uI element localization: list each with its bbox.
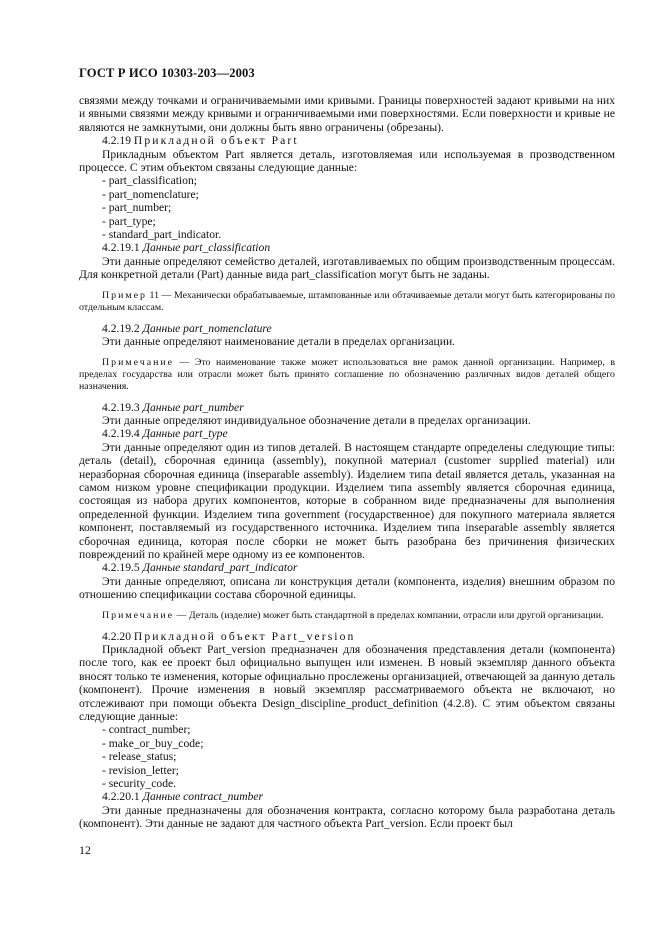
note-label: Примечание <box>102 609 175 621</box>
page-number: 12 <box>79 843 91 857</box>
section-number: 4.2.20 <box>102 629 131 643</box>
paragraph: Эти данные определяют индивидуальное обозначение детали в пределах организации. <box>102 413 531 427</box>
section-heading-4-2-19 <box>79 134 615 147</box>
list-item: - make_or_buy_code; <box>102 736 204 750</box>
section-title: Данные contract_number <box>142 790 264 804</box>
note-text: 11 — Механически обрабатываемые, штампованные или обтачиваемые детали могут быть категорированы по отдельным классам. <box>79 289 616 313</box>
section-title: Данные part_type <box>142 427 228 441</box>
paragraph: Эти данные определяют наименование детали в пределах организации. <box>102 335 456 349</box>
remark-note <box>79 610 615 622</box>
paragraph: Эти данные определяют, описана ли конструкция детали (компонента, изделия) внешним образом по отношению спецификации состава сборочной единицы. <box>79 574 615 602</box>
document-body <box>79 94 615 831</box>
section-number: 4.2.20.1 <box>102 790 140 804</box>
section-title: Данные part_nomenclature <box>142 321 272 335</box>
example-note <box>79 290 615 314</box>
list-item: - revision_letter; <box>102 763 179 777</box>
section-title: Данные part_classification <box>142 241 271 255</box>
note-label: Пример <box>102 289 147 301</box>
section-heading-4-2-20 <box>79 630 615 643</box>
paragraph: Эти данные определяют семейство деталей, изготавливаемых по общим производственным процессам. Для конкретной детали (Part) данные вида part_classification могут быть не заданы. <box>79 254 615 282</box>
list-item: - standard_part_indicator. <box>102 228 222 242</box>
section-number: 4.2.19.2 <box>102 321 140 335</box>
section-heading-4-2-20-1 <box>79 790 615 803</box>
section-number: 4.2.19.4 <box>102 427 140 441</box>
remark-note <box>79 357 615 393</box>
note-text: — Деталь (изделие) может быть стандартной в пределах компании, отрасли или другой организации. <box>176 609 604 621</box>
section-number: 4.2.19.3 <box>102 400 140 414</box>
section-number: 4.2.19.1 <box>102 241 140 255</box>
note-label: Примечание <box>102 356 175 368</box>
section-title: Данные part_number <box>142 400 244 414</box>
section-heading-4-2-19-5 <box>79 561 615 574</box>
paragraph: Прикладной объект Part_version предназначен для обозначения представления детали (компонента) после того, как ее проект был официально выпущен или изменен. В новый экземпляр данного объекта вносят только те изменения, которые официально прослежены организацией, отвечающей за данную деталь (компонент). Прочие изменения в новый экземпляр рассматриваемого объекта не включают, но отслеживают при помощи объекта Design_discipline_product_definition (4.2.8). С этим объектом связаны следующие данные: <box>79 643 615 724</box>
section-title: Прикладной объект Part <box>133 134 299 148</box>
section-heading-4-2-19-2 <box>79 322 615 335</box>
section-heading-4-2-19-1 <box>79 241 615 254</box>
paragraph: Эти данные предназначены для обозначения контракта, согласно которому была разработана деталь (компонент). Эти данные не задают для частного объекта Part_version. Если проект был <box>79 803 615 831</box>
list-item: - contract_number; <box>102 723 191 737</box>
section-number: 4.2.19 <box>102 134 131 148</box>
list-item: - part_nomenclature; <box>102 187 199 201</box>
list-item: - part_type; <box>102 214 156 228</box>
section-heading-4-2-19-4 <box>79 427 615 440</box>
section-heading-4-2-19-3 <box>79 401 615 414</box>
section-title: Прикладной объект Part_version <box>133 629 356 643</box>
document-header: ГОСТ Р ИСО 10303-203—2003 <box>79 66 255 80</box>
paragraph: Прикладным объектом Part является деталь, изготовляемая или используемая в прозводственном процессе. С этим объектом связаны следующие данные: <box>79 147 615 175</box>
paragraph: Эти данные определяют один из типов деталей. В настоящем стандарте определены следующие типы: деталь (detail), сборочная единица (assembly), покупной материал (customer supplied material) или неразборная сборочная единица (inseparable assembly). Изделием типа detail является деталь, указанная на самом низком уровне спецификации продукции. Изделием типа assembly является сборочная единица, состоящая из набора других компонентов, которые в собранном виде предназначены для выполнения определенной функции. Изделием типа government (государственное) для покупного материала является компонент, поставляемый из государственного источника. Изделием типа inseparable assembly является сборочная единица, которая после сборки не может быть разобрана без причинения физических повреждений по крайней мере одному из ее компонентов. <box>79 440 615 561</box>
list-item: - part_number; <box>102 201 172 215</box>
section-title: Данные standard_part_indicator <box>142 561 298 575</box>
section-number: 4.2.19.5 <box>102 561 140 575</box>
list-item: - part_classification; <box>102 174 197 188</box>
list-item: - security_code. <box>102 777 177 791</box>
note-text: — Это наименование также может использоваться вне рамок данной организации. Например, в пределах государства или отрасли может быть принято соглашение по обозначению различных видов деталей общего назначения. <box>79 356 616 392</box>
list-item: - release_status; <box>102 750 177 764</box>
paragraph: связями между точками и ограничиваемыми ими кривыми. Границы поверхностей задают кривыми на них и явными связями между кривыми и ограничиваемыми ими поверхностями. Если поверхности и кривые не являются не замкнутыми, они должны быть явно ограничены (обрезаны). <box>79 94 615 134</box>
